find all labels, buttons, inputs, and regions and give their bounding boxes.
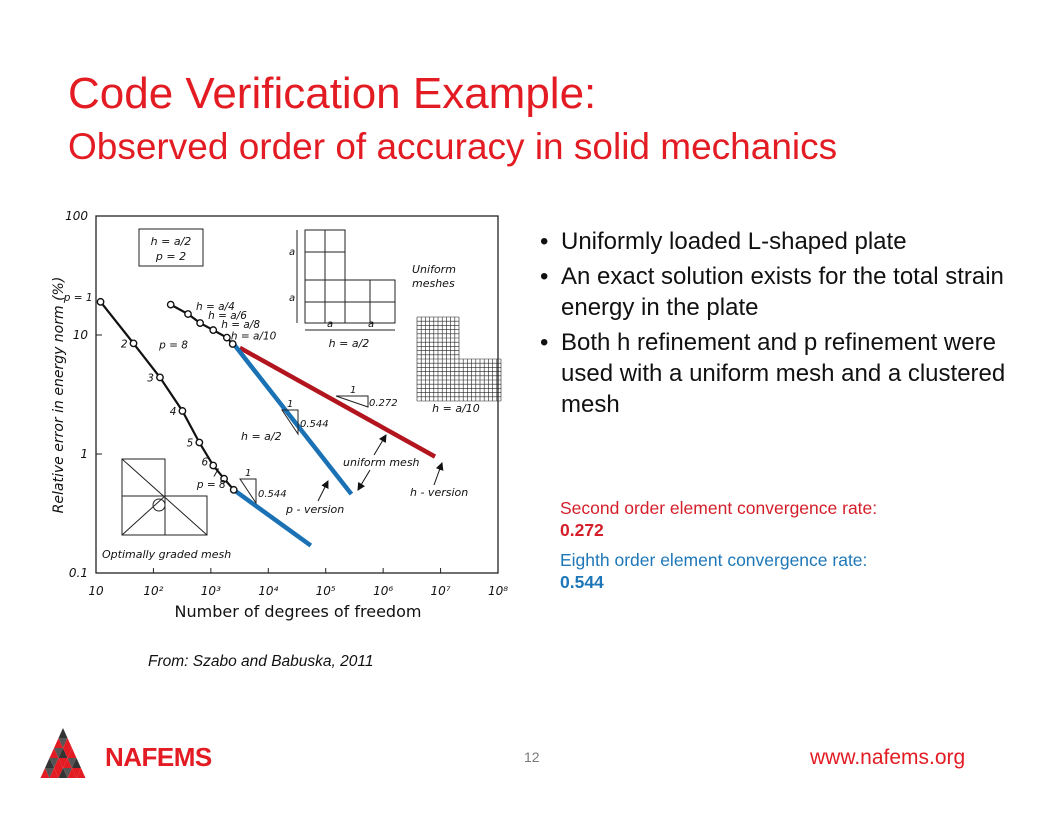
h-version-arrow: [434, 463, 442, 485]
graded-mesh-diagram: [122, 456, 209, 535]
uniform-mesh-label: uniform mesh: [343, 456, 420, 469]
x-tick-label: 10: [88, 584, 104, 598]
data-point: [168, 301, 174, 307]
bullet-item: • An exact solution exists for the total strain energy in the plate: [538, 261, 1008, 323]
data-curves: [97, 299, 237, 493]
h-version-label: h - version: [410, 486, 469, 499]
fine-mesh-diagram: [417, 317, 501, 401]
p-curve-label: p = 8: [196, 478, 226, 491]
y-tick-label: 1: [80, 447, 88, 461]
h-curve-label: h = a/10: [230, 330, 277, 343]
x-tick-label: 10⁴: [258, 584, 279, 598]
x-axis-label: Number of degrees of freedom: [174, 602, 422, 621]
data-point: [210, 327, 216, 333]
second-order-rate-value: 0.272: [560, 520, 604, 540]
x-tick-label: 10³: [200, 584, 221, 598]
inset-box-p: p = 2: [155, 250, 187, 263]
slide-subtitle: Observed order of accuracy in solid mechanics: [68, 126, 838, 167]
p-curve-label: 4: [169, 405, 177, 418]
x-tick-label: 10⁸: [487, 584, 509, 598]
eighth-order-rate-value: 0.544: [560, 572, 604, 592]
p-curve-label: 5: [186, 437, 194, 450]
slope-0544b-run: 1: [245, 468, 252, 479]
eighth-order-rate-label: Eighth order element convergence rate:: [560, 550, 868, 570]
y-tick-label: 0.1: [68, 566, 88, 580]
slope-0544-run: 1: [287, 399, 294, 410]
website-url[interactable]: www.nafems.org: [810, 746, 966, 769]
h-curve-label: h = a/8: [221, 319, 261, 332]
data-point: [97, 299, 103, 305]
h-curve-label: h = a/4: [196, 301, 235, 314]
data-point: [179, 408, 185, 414]
logo-triangle: [59, 728, 68, 738]
p-curve-label: 2: [120, 338, 128, 351]
p8-upper-label: p = 8: [159, 339, 189, 352]
nafems-logo-text: NAFEMS: [105, 742, 212, 772]
second-order-rate: [560, 497, 877, 541]
convergence-chart: [40, 205, 520, 625]
p-curve-label: 7: [212, 467, 220, 480]
data-point: [130, 340, 136, 346]
data-point: [197, 320, 203, 326]
slope-0272-label: 0.272: [369, 398, 398, 409]
p-version-label: p - version: [286, 503, 345, 516]
y-tick-label: 10: [72, 328, 88, 342]
data-point: [157, 374, 163, 380]
dim-a-4: a: [368, 319, 375, 330]
x-tick-label: 10⁷: [430, 584, 451, 598]
p-version-arrow: [318, 481, 328, 501]
slide-title: Code Verification Example:: [68, 69, 597, 118]
eighth-order-rate: [560, 549, 867, 593]
x-tick-label: 10²: [143, 584, 164, 598]
data-point: [185, 311, 191, 317]
mesh-h-a2-label: h = a/2: [328, 337, 370, 350]
nafems-logo-icon: [18, 725, 108, 780]
p-curve-label: 6: [201, 456, 209, 469]
trend-line: [235, 345, 352, 494]
second-order-rate-label: Second order element convergence rate:: [560, 498, 878, 518]
p-curve-label: p = 1: [63, 291, 93, 304]
bullet-list: [538, 226, 1008, 424]
h-curve-label: h = a/6: [208, 310, 247, 323]
y-tick-label: 100: [65, 209, 88, 223]
slope-0272-run: 1: [350, 385, 357, 396]
x-tick-label: 10⁵: [315, 584, 336, 598]
slope-0544-label: 0.544: [300, 419, 329, 430]
page-number: 12: [524, 749, 540, 765]
dim-a-2: a: [289, 293, 296, 304]
optimally-graded-label: Optimally graded mesh: [102, 548, 232, 561]
y-axis-label: Relative error in energy norm (%): [51, 276, 67, 514]
source-citation: From: Szabo and Babuska, 2011: [148, 653, 374, 670]
uniform-mesh-arrow-2: [374, 435, 386, 455]
slope-0544b-label: 0.544: [258, 489, 287, 500]
p-curve-label: 3: [147, 372, 154, 385]
bullet-item: • Uniformly loaded L-shaped plate: [538, 226, 1008, 257]
x-tick-label: 10⁶: [373, 584, 394, 598]
l-shape-mesh-diagram: [297, 230, 395, 330]
uniform-mesh-arrow: [358, 470, 370, 490]
dim-a-1: a: [289, 247, 296, 258]
bullet-item: • Both h refinement and p refinement were used with a uniform mesh and a clustered mesh: [538, 327, 1008, 420]
mesh-h-a10-label: h = a/10: [432, 402, 480, 415]
h-a2-mid-label: h = a/2: [241, 430, 282, 443]
data-point: [196, 439, 202, 445]
dim-a-3: a: [327, 319, 334, 330]
data-point: [224, 334, 230, 340]
inset-box-h: h = a/2: [150, 235, 192, 248]
uniform-meshes-line2: meshes: [412, 277, 455, 290]
data-point: [231, 487, 237, 493]
uniform-meshes-line1: Uniform: [412, 263, 456, 276]
